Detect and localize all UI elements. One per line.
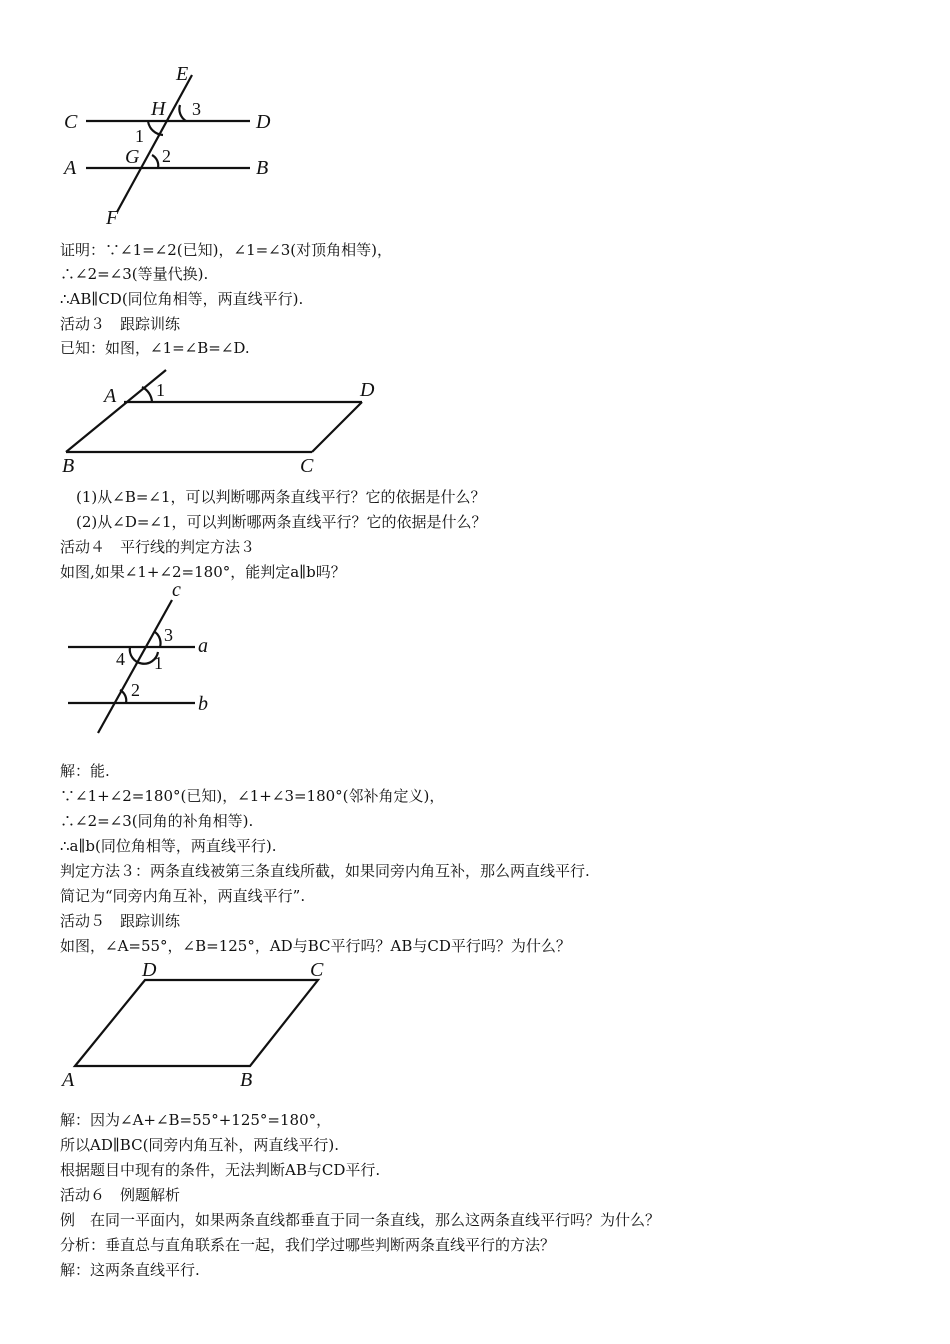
analysis-line: 分析：垂直总与直角联系在一起，我们学过哪些判断两条直线平行的方法？	[60, 1236, 556, 1254]
label-c: c	[172, 579, 181, 601]
method-3-statement: 判定方法３：两条直线被第三条直线所截，如果同旁内角互补，那么两直线平行.	[60, 862, 590, 880]
example-question: 例 在同一平面内，如果两条直线都垂直于同一条直线，那么这两条直线平行吗？为什么？	[60, 1211, 661, 1229]
side-cd	[312, 402, 362, 452]
label-e: E	[176, 63, 189, 85]
label-b: B	[240, 1069, 253, 1091]
solution-line-4: ∴a∥b(同位角相等，两直线平行).	[60, 837, 277, 855]
activity-4-heading: 活动４ 平行线的判定方法３	[60, 538, 256, 556]
angle-arc-1	[148, 121, 163, 135]
proof-line-3: ∴AB∥CD(同位角相等，两直线平行).	[60, 290, 304, 308]
activity-5-solution-2: 所以AD∥BC(同旁内角互补，两直线平行).	[60, 1136, 340, 1154]
label-1: 1	[154, 653, 163, 673]
label-3: 3	[192, 99, 201, 119]
label-3: 3	[164, 625, 173, 645]
label-b: B	[62, 455, 75, 477]
line-ba-extended	[66, 370, 166, 452]
method-3-summary: 简记为“同旁内角互补，两直线平行”.	[60, 887, 306, 905]
label-1: 1	[135, 126, 144, 146]
proof-line-1: 证明：∵∠1=∠2(已知)，∠1=∠3(对顶角相等)，	[60, 241, 392, 259]
activity-5-solution-1: 解：因为∠A+∠B=55°+125°=180°，	[60, 1111, 332, 1129]
label-h: H	[151, 98, 166, 120]
solution-line-1: 解：能.	[60, 762, 110, 780]
activity-3-heading: 活动３ 跟踪训练	[60, 315, 181, 333]
label-4: 4	[116, 649, 125, 669]
label-a: A	[64, 157, 77, 179]
angle-arc-2	[152, 155, 158, 168]
label-f: F	[106, 207, 119, 229]
activity-5-heading: 活动５ 跟踪训练	[60, 912, 181, 930]
line-ef	[117, 75, 192, 212]
activity-5-solution-3: 根据题目中现有的条件，无法判断AB与CD平行.	[60, 1161, 381, 1179]
solution-line-2: ∵∠1+∠2=180°(已知)，∠1+∠3=180°(邻补角定义)，	[60, 787, 445, 805]
label-d: D	[360, 379, 375, 401]
label-d: D	[142, 959, 157, 981]
label-c: C	[310, 959, 324, 981]
proof-line-2: ∴∠2=∠3(等量代换).	[60, 265, 209, 283]
angle-arc-2	[120, 690, 126, 703]
label-a: A	[62, 1069, 75, 1091]
label-b: b	[198, 693, 208, 715]
angle-arc-3	[155, 632, 161, 647]
example-solution: 解：这两条直线平行.	[60, 1261, 200, 1279]
angle-arc-1	[142, 387, 152, 402]
angle-arc-3	[179, 105, 186, 121]
question-1: (1)从∠B=∠1，可以判断哪两条直线平行？它的依据是什么？	[76, 488, 486, 506]
label-2: 2	[162, 146, 171, 166]
label-d: D	[256, 111, 271, 133]
label-b: B	[256, 157, 269, 179]
label-c: C	[64, 111, 78, 133]
label-2: 2	[131, 680, 140, 700]
line-c	[98, 600, 172, 733]
given-statement: 已知：如图，∠1=∠B=∠D.	[60, 339, 250, 357]
question-2: (2)从∠D=∠1，可以判断哪两条直线平行？它的依据是什么？	[76, 513, 487, 531]
activity-4-question: 如图,如果∠1+∠2=180°，能判定a∥b吗？	[60, 563, 346, 581]
solution-line-3: ∴∠2=∠3(同角的补角相等).	[60, 812, 254, 830]
label-c: C	[300, 455, 314, 477]
activity-6-heading: 活动６ 例题解析	[60, 1186, 181, 1204]
label-1: 1	[156, 380, 165, 400]
label-a: A	[104, 385, 117, 407]
angle-arc-4-1	[130, 647, 158, 664]
label-a: a	[198, 635, 208, 657]
activity-5-question: 如图，∠A=55°，∠B=125°，AD与BC平行吗？AB与CD平行吗？为什么？	[60, 937, 571, 955]
label-g: G	[125, 146, 140, 168]
quadrilateral	[75, 980, 318, 1066]
